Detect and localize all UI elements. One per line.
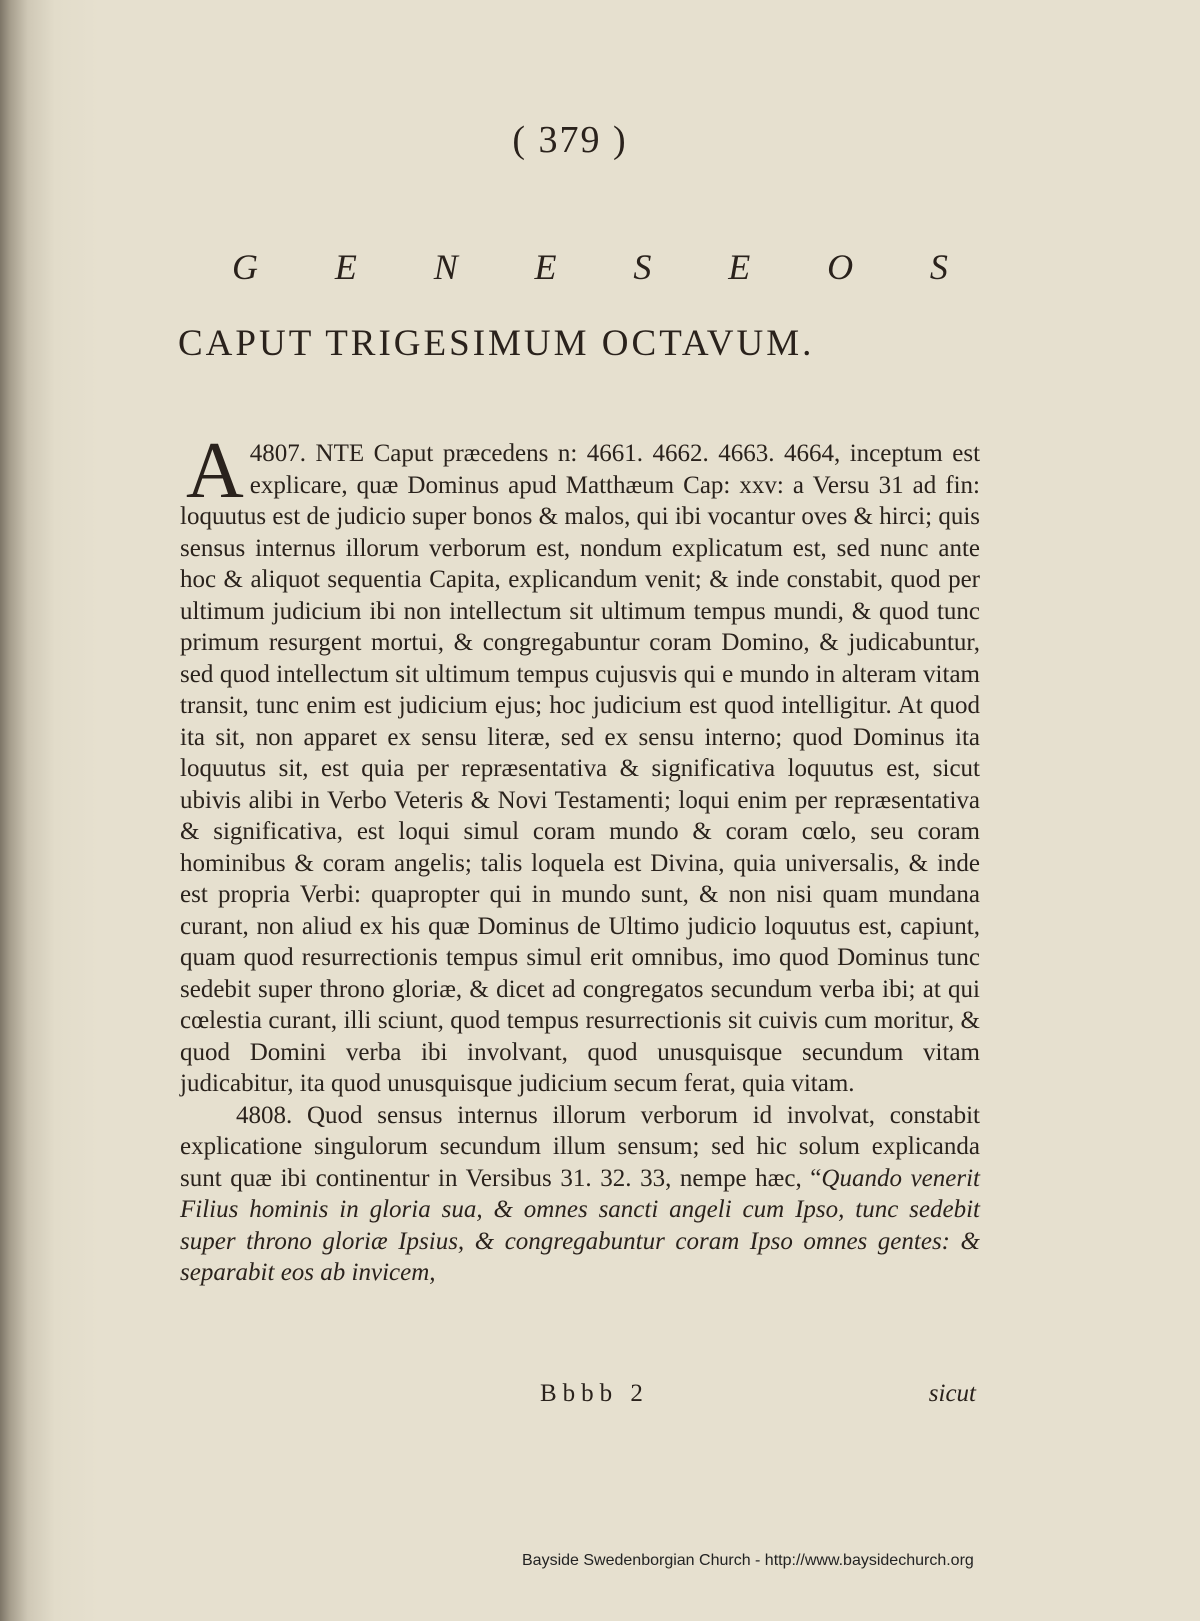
book-title-letter: G bbox=[232, 247, 258, 287]
drop-cap: A bbox=[186, 427, 244, 515]
paragraph-text: NTE Caput præcedens n: 4661. 4662. 4663. 4664, inceptum est explicare, quæ Dominus apud Matthæum Cap: xxv: a Versu 31 ad fin: loquutus est de judicio super bonos & malos, qui ibi vocantur oves & hirci; quis sensus internus illorum verborum est, nondum explicatum est, sed nunc ante hoc & aliquot sequentia Capita, explicandum venit; & inde constabit, quod per ultimum judicium ibi non intellectum sit ultimum tempus mundi, & quod tunc primum resurgent mortui, & congregabuntur coram Domino, & judicabuntur, sed quod intellectum sit ultimum tempus cujusvis qui e mundo in alteram vitam transit, tunc enim est judicium ejus; hoc judicium est quod intelligitur. At quod ita sit, non apparet ex sensu literæ, sed ex sensu interno; quod Dominus ita loquutus sit, est quia per repræsentativa & significativa loquutus est, sicut ubivis alibi in Verbo Veteris & Novi Testamenti; loqui enim per repræsentativa & significativa, est loqui simul coram mundo & coram cœlo, seu coram hominibus & coram angelis; talis loquela est Divina, quia universalis, & inde est propria Verbi: quapropter qui in mundo sunt, & non nisi quam mundana curant, non aliud ex his quæ Dominus de Ultimo judicio loquutus est, capiunt, quam quod resurrectionis tempus simul erit omnibus, imo quod Dominus tunc sedebit super throno gloriæ, & dicet ad congregatos secundum verba ibi; at qui cœlestia curant, illi sciunt, quod tempus resurrectionis sit cuivis cum moritur, & quod Domini verba ibi involvant, quod unusquisque secundum vitam judicabitur, ita quod unusquisque judicium secum ferat, quia vitam. bbox=[180, 440, 981, 1097]
book-title-letter: E bbox=[534, 247, 557, 287]
signature-mark: Bbbb 2 bbox=[540, 1380, 649, 1407]
paragraph-4807 bbox=[180, 427, 981, 1100]
paragraph-4808 bbox=[180, 1100, 980, 1289]
page-footer bbox=[180, 1380, 980, 1412]
body-text bbox=[180, 427, 981, 1289]
book-title-letter: E bbox=[728, 247, 751, 287]
book-title-letter: N bbox=[433, 247, 458, 287]
scripture-quote: Quando venerit Filius hominis in gloria sua, & omnes sancti angeli cum Ipso, tunc sedebit super throno gloriæ Ipsius, & congregabuntur coram Ipso omnes gentes: & separabit eos ab invicem, bbox=[180, 1164, 980, 1286]
book-title-letter: S bbox=[633, 247, 652, 287]
paragraph-number: 4808. bbox=[236, 1101, 293, 1129]
book-title-letter: S bbox=[929, 247, 948, 287]
paragraph-text: Quod sensus internus illorum verborum id involvat, constabit explicatione singulorum secundum illum sensum; sed hic solum explicanda sunt quæ ibi continentur in Versibus 31. 32. 33, nempe hæc, “ bbox=[180, 1101, 980, 1192]
catchword: sicut bbox=[928, 1380, 976, 1407]
page-number: ( 379 ) bbox=[512, 119, 628, 161]
watermark: Bayside Swedenborgian Church - http://www.baysidechurch.org bbox=[522, 1552, 974, 1569]
paragraph-number: 4807. bbox=[249, 440, 307, 467]
book-title-letter: O bbox=[827, 247, 854, 287]
book-title bbox=[232, 246, 948, 288]
chapter-title: CAPUT TRIGESIMUM OCTAVUM. bbox=[178, 323, 815, 364]
book-title-letter: E bbox=[334, 247, 357, 287]
